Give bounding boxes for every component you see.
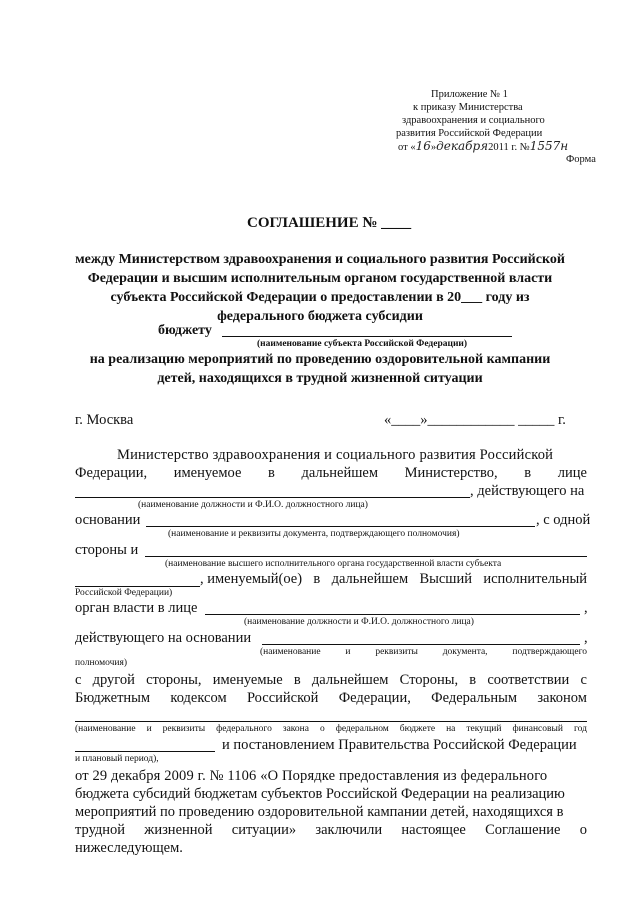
word: именуемые <box>212 672 283 688</box>
word: и <box>345 647 351 657</box>
p1-line-1: Министерство здравоохранения и социального развития Российской <box>117 447 554 463</box>
acting-text: , действующего на <box>470 483 585 499</box>
budget-label: бюджету <box>158 323 212 338</box>
law-caption-2: и плановый период), <box>75 754 159 764</box>
form-label: Форма <box>566 154 596 165</box>
annex-number: 1557н <box>529 139 569 153</box>
word: Стороны, <box>399 672 459 688</box>
official-fill-line <box>75 497 470 498</box>
official-caption-2: (наименование должности и Ф.И.О. должностного лица) <box>244 617 474 627</box>
authority-comma: , <box>584 600 588 616</box>
authority-fill-line <box>205 614 580 615</box>
word: в <box>293 672 301 688</box>
heading-line-4: федерального бюджета субсидии <box>217 309 423 324</box>
word: жизненной <box>144 822 213 838</box>
acting-basis-comma: , <box>584 630 588 646</box>
word: Министерство, <box>404 465 498 481</box>
agreement-title: СОГЛАШЕНИЕ № ____ <box>247 215 412 231</box>
word: (наименование <box>75 724 136 734</box>
acting-basis-fill-line <box>262 644 580 645</box>
annex-line-4: развития Российской Федерации <box>396 128 543 139</box>
supreme-caption-1: (наименование высшего исполнительного органа государственной власти субъекта <box>165 559 502 569</box>
word: документа, <box>442 647 488 657</box>
annex-date-prefix: от « <box>398 142 416 153</box>
supreme-fill-line <box>145 556 587 557</box>
word: кодексом <box>170 690 227 706</box>
budget-fill-line <box>222 336 512 337</box>
word: подтверждающего <box>512 647 587 657</box>
document-caption: (наименование и реквизиты документа, подтверждающего полномочия) <box>168 529 460 539</box>
word: именуемое <box>173 465 242 481</box>
word: настоящее <box>401 822 466 838</box>
code-line <box>75 690 587 707</box>
heading-line-1: между Министерством здравоохранения и социального развития Российской <box>75 252 565 267</box>
final-line-5: нижеследующем. <box>75 840 183 856</box>
word: в <box>268 465 275 481</box>
final-line-3: мероприятий по проведению оздоровительной кампании детей, находящихся в <box>75 804 564 820</box>
one-side-text: , с одной <box>536 512 591 528</box>
word: , именуемый(ое) <box>200 571 303 587</box>
word: дальнейшем <box>301 465 378 481</box>
word: о <box>319 724 325 734</box>
word: законом <box>537 690 587 706</box>
p1-line-2 <box>75 465 587 482</box>
acting-basis-label: действующего на основании <box>75 630 252 646</box>
basis-label: основании <box>75 512 141 528</box>
supreme-fill-line-2 <box>75 586 200 587</box>
word: Бюджетным <box>75 690 151 706</box>
word: исполнительный <box>483 571 587 587</box>
supreme-caption-2: Российской Федерации) <box>75 588 173 598</box>
agreement-date: «____»____________ _____ г. <box>384 412 566 428</box>
word: лице <box>557 465 587 481</box>
official-caption: (наименование должности и Ф.И.О. должностного лица) <box>138 500 368 510</box>
resolution-text: и постановлением Правительства Российской Федерации <box>222 737 577 753</box>
word: заключили <box>315 822 383 838</box>
law-fill-line <box>75 721 587 722</box>
word: дальнейшем <box>311 672 389 688</box>
word: текущий <box>466 724 502 734</box>
word: год <box>573 724 587 734</box>
word: Федеральным <box>431 690 517 706</box>
annex-line-2: к приказу Министерства <box>413 102 523 113</box>
document-caption-2 <box>260 647 587 658</box>
word: о <box>579 822 587 838</box>
heading-line-2: Федерации и высшим исполнительным органом государственной власти <box>87 271 553 286</box>
final-line-1: от 29 декабря 2009 г. № 1106 «О Порядке предоставления из федерального <box>75 768 548 784</box>
word: Соглашение <box>485 822 561 838</box>
authority-label: орган власти в лице <box>75 600 198 616</box>
word: другой <box>92 672 135 688</box>
word: федерального <box>216 724 272 734</box>
named-line <box>200 571 587 588</box>
word: в <box>524 465 532 481</box>
word: ситуации» <box>231 822 297 838</box>
word: закона <box>282 724 309 734</box>
word: реквизиты <box>162 724 206 734</box>
word: Российской <box>246 690 319 706</box>
other-side-line <box>75 672 587 689</box>
heading-line-5: на реализацию мероприятий по проведению оздоровительной кампании <box>89 352 551 367</box>
annex-date <box>398 140 568 154</box>
word: стороны, <box>146 672 202 688</box>
final-line-4 <box>75 822 587 839</box>
word: финансовый <box>512 724 563 734</box>
word: в <box>469 672 477 688</box>
annex-day-close: » <box>430 142 437 153</box>
word: трудной <box>75 822 126 838</box>
word: (наименование <box>260 647 321 657</box>
word: в <box>313 571 321 587</box>
law-fill-line-2 <box>75 751 215 752</box>
annex-day: 16 <box>415 139 431 153</box>
word: Высший <box>419 571 472 587</box>
basis-fill-line <box>146 526 535 527</box>
law-caption <box>75 724 587 735</box>
heading-line-3: субъекта Российской Федерации о предоставлении в 20___ году из <box>110 290 530 305</box>
word: дальнейшем <box>331 571 409 587</box>
word: федеральном <box>335 724 389 734</box>
word: реквизиты <box>375 647 418 657</box>
word: на <box>446 724 456 734</box>
city: г. Москва <box>75 412 134 428</box>
annex-year: 2011 г. № <box>488 142 530 153</box>
word: и <box>146 724 152 734</box>
word: с <box>580 672 587 688</box>
heading-line-6: детей, находящихся в трудной жизненной ситуации <box>157 371 483 386</box>
word: с <box>75 672 82 688</box>
annex-line-1: Приложение № 1 <box>431 89 508 100</box>
word: Федерации, <box>338 690 411 706</box>
final-line-2: бюджета субсидий бюджетам субъектов Российской Федерации на реализацию <box>75 786 565 802</box>
budget-caption: (наименование субъекта Российской Федерации) <box>257 339 468 349</box>
word: Федерации, <box>75 465 148 481</box>
annex-month: декабря <box>436 139 489 153</box>
word: бюджете <box>399 724 436 734</box>
document-caption-2b: полномочия) <box>75 658 128 668</box>
side-and-label: стороны и <box>75 542 139 558</box>
word: соответствии <box>487 672 570 688</box>
annex-line-3: здравоохранения и социального <box>402 115 545 126</box>
